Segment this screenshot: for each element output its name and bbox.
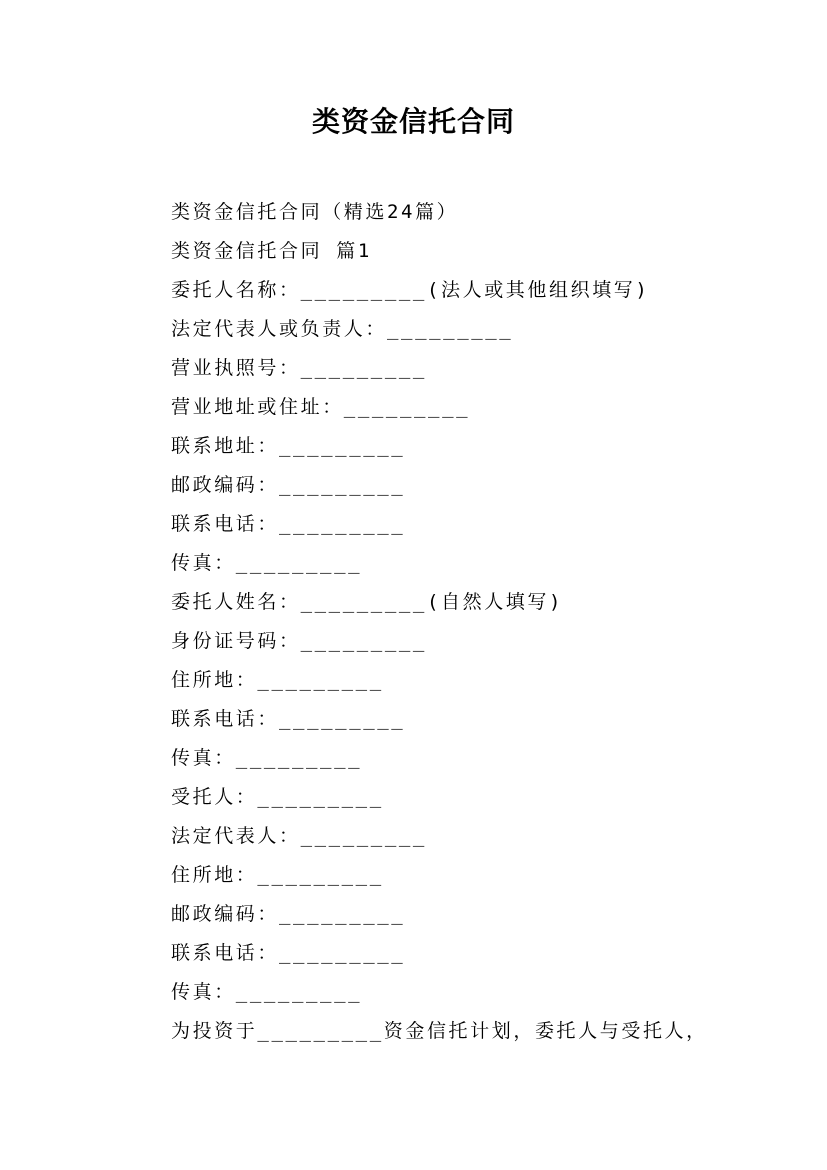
body-line: 邮政编码：_________ [171,903,406,925]
body-line: 委托人姓名：_________(自然人填写) [171,591,564,613]
body-line: 法定代表人：_________ [171,825,427,847]
body-line: 住所地：_________ [171,864,384,886]
body-line: 受托人：_________ [171,786,384,808]
body-line: 身份证号码：_________ [171,630,427,652]
document-body [171,193,771,1051]
body-line: 联系电话：_________ [171,942,406,964]
body-line: 传真：_________ [171,747,363,769]
body-line: 邮政编码：_________ [171,474,406,496]
body-line: 传真：_________ [171,552,363,574]
body-line: 住所地：_________ [171,669,384,691]
body-line: 类资金信托合同（精选24篇） [171,201,459,223]
body-line: 营业执照号：_________ [171,357,427,379]
body-line: 联系地址：_________ [171,435,406,457]
body-line: 联系电话：_________ [171,708,406,730]
document-title: 类资金信托合同 [311,105,515,138]
body-line: 联系电话：_________ [171,513,406,535]
body-line: 为投资于_________资金信托计划，委托人与受托人， [171,1020,708,1042]
body-line: 传真：_________ [171,981,363,1003]
body-line: 法定代表人或负责人：_________ [171,318,514,340]
body-line: 类资金信托合同 篇1 [171,240,372,262]
body-line: 委托人名称：_________(法人或其他组织填写) [171,279,650,301]
body-line: 营业地址或住址：_________ [171,396,471,418]
